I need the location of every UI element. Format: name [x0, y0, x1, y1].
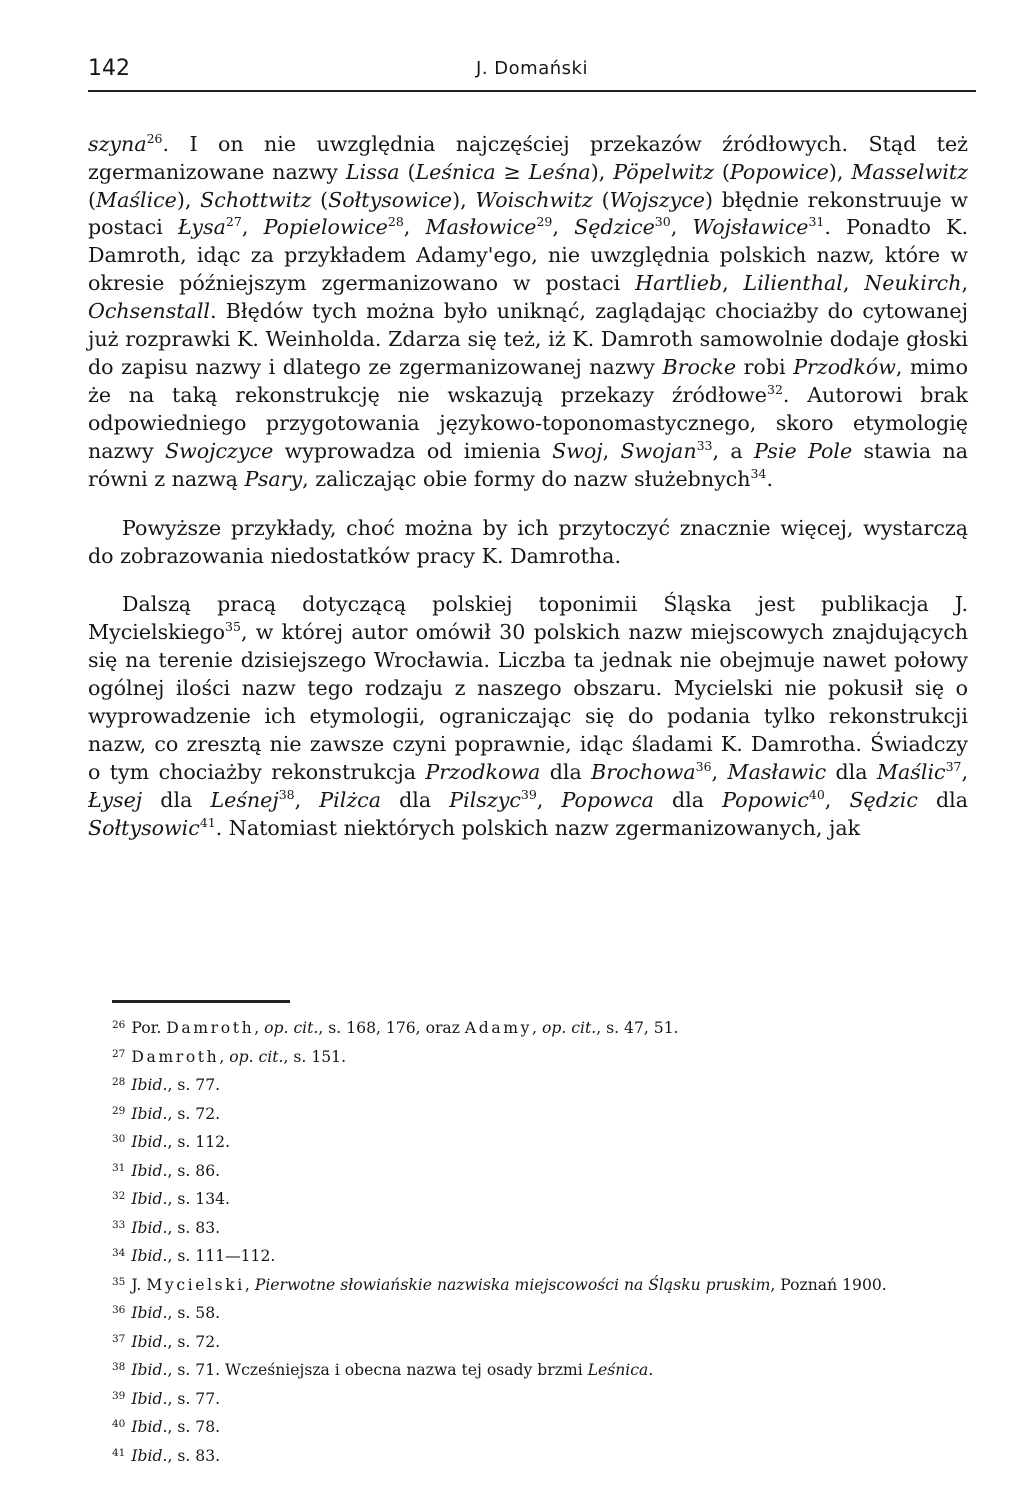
- footnote-number: 27: [112, 1047, 126, 1060]
- footnote-32: [112, 1184, 972, 1213]
- footnote-text: Ibid., s. 83.: [131, 1218, 221, 1237]
- footnote-number: 36: [112, 1304, 126, 1316]
- footnote-number: 40: [112, 1418, 126, 1430]
- footnote-text: Damroth, op. cit., s. 151.: [131, 1047, 347, 1066]
- main-text: [88, 110, 968, 863]
- footnote-30: [112, 1127, 972, 1156]
- footnote-text: Por. Damroth, op. cit., s. 168, 176, oraz Adamy, op. cit., s. 47, 51.: [131, 1019, 679, 1037]
- footnotes: [112, 1013, 972, 1469]
- footnote-26: [112, 1013, 972, 1042]
- footnote-number: 28: [112, 1076, 126, 1088]
- footnote-text: Ibid., s. 71. Wcześniejsza i obecna nazwa tej osady brzmi Leśnica.: [131, 1361, 654, 1379]
- paragraph: Dalszą pracą dotyczącą polskiej toponimii Śląska jest publikacja J. Mycielskiego$^{35}$, w której autor omówił 30 polskich nazw miejscowych znajdujących się na terenie dzisiejszego Wrocławia. Liczba ta jednak nie obejmuje nawet połowy ogólnej ilości nazw tego rodzaju z naszego obszaru. Mycielski nie pokusił się o wyprowadzenie ich etymologii, ograniczając się do podania tylko rekonstrukcji nazw, co zresztą nie zawsze czyni poprawnie, idąc śladami K. Damrotha. Świadczy o tym chociażby rekonstrukcja Przodkowa dla Brochowa$^{36}$, Masławic dla Maślic$^{37}$, Łysej dla Leśnej$^{38}$, Pilżca dla Pilszyc$^{39}$, Popowca dla Popowic$^{40}$, Sędzic dla Sołtysowic$^{41}$. Natomiast niektórych polskich nazw zgermanizowanych, jak: [88, 592, 969, 840]
- footnote-39: [112, 1384, 972, 1413]
- footnote-text: Ibid., s. 58.: [131, 1304, 221, 1322]
- footnote-text: Ibid., s. 78.: [131, 1418, 221, 1436]
- footnote-35: [112, 1270, 972, 1299]
- footnote-37: [112, 1327, 972, 1356]
- footnote-number: 38: [112, 1361, 126, 1373]
- page-header: [88, 56, 976, 92]
- footnote-number: 31: [112, 1161, 126, 1174]
- footnote-text: Ibid., s. 72.: [131, 1104, 221, 1123]
- footnote-number: 33: [112, 1218, 126, 1231]
- footnote-29: [112, 1099, 972, 1128]
- footnote-text: Ibid., s. 83.: [131, 1446, 221, 1465]
- footnote-text: Ibid., s. 112.: [131, 1133, 231, 1151]
- footnote-34: [112, 1241, 972, 1270]
- footnote-text: Ibid., s. 72.: [131, 1332, 221, 1351]
- footnote-28: [112, 1070, 972, 1099]
- footnote-41: [112, 1441, 972, 1470]
- footnote-number: 35: [112, 1275, 126, 1288]
- footnote-number: 41: [112, 1446, 126, 1459]
- footnote-number: 37: [112, 1332, 126, 1345]
- footnote-text: Ibid., s. 134.: [131, 1190, 231, 1208]
- footnote-27: [112, 1042, 972, 1071]
- footnote-40: [112, 1412, 972, 1441]
- footnote-text: Ibid., s. 86.: [131, 1161, 221, 1180]
- footnote-number: 30: [112, 1133, 126, 1145]
- footnote-text: Ibid., s. 111—112.: [131, 1247, 276, 1265]
- running-head: J. Domański: [476, 58, 588, 79]
- footnote-33: [112, 1213, 972, 1242]
- page-number: 142: [88, 56, 130, 81]
- paragraph: szyna$^{26}$. I on nie uwzględnia najczęściej przekazów źródłowych. Stąd też zgermanizowane nazwy Lissa (Leśnica ≥ Leśna), Pöpelwitz (Popowice), Masselwitz (Maślice), Schottwitz (Sołtysowice), Woischwitz (Wojszyce) błędnie rekonstruuje w postaci Łysa$^{27}$, Popielowice$^{28}$, Masłowice$^{29}$, Sędzice$^{30}$, Wojsławice$^{31}$. Ponadto K. Damroth, idąc za przykładem Adamy'ego, nie uwzględnia polskich nazw, które w okresie późniejszym zgermanizowano w postaci Hartlieb, Lilienthal, Neukirch, Ochsenstall. Błędów tych można było uniknąć, zaglądając chociażby do cytowanej już rozprawki K. Weinholda. Zdarza się też, iż K. Damroth samowolnie dodaje głoski do zapisu nazwy i dlatego ze zgermanizowanej nazwy Brocke robi Przodków, mimo że na taką rekonstrukcję nie wskazują przekazy źródłowe$^{32}$. Autorowi brak odpowiedniego przygotowania językowo-toponomastycznego, skoro etymologię nazwy Swojczyce wyprowadza od imienia Swoj, Swojan$^{33}$, a Psie Pole stawia na równi z nazwą Psary, zaliczając obie formy do nazw służebnych$^{34}$.: [88, 130, 969, 492]
- footnote-36: [112, 1298, 972, 1327]
- footnote-number: 29: [112, 1104, 126, 1117]
- footnote-31: [112, 1156, 972, 1185]
- footnote-number: 39: [112, 1389, 126, 1402]
- footnote-separator: [112, 1000, 290, 1003]
- footnote-text: Ibid., s. 77.: [131, 1389, 221, 1408]
- footnote-number: 26: [112, 1019, 126, 1031]
- paragraph: Powyższe przykłady, choć można by ich przytoczyć znacznie więcej, wystarczą do zobrazowania niedostatków pracy K. Damrotha.: [88, 515, 968, 568]
- footnote-number: 34: [112, 1247, 126, 1259]
- footnote-number: 32: [112, 1190, 126, 1202]
- footnote-text: Ibid., s. 77.: [131, 1076, 221, 1094]
- footnote-38: [112, 1355, 972, 1384]
- footnote-text: J. Mycielski, Pierwotne słowiańskie nazwiska miejscowości na Śląsku pruskim, Poznań 1900.: [131, 1275, 887, 1294]
